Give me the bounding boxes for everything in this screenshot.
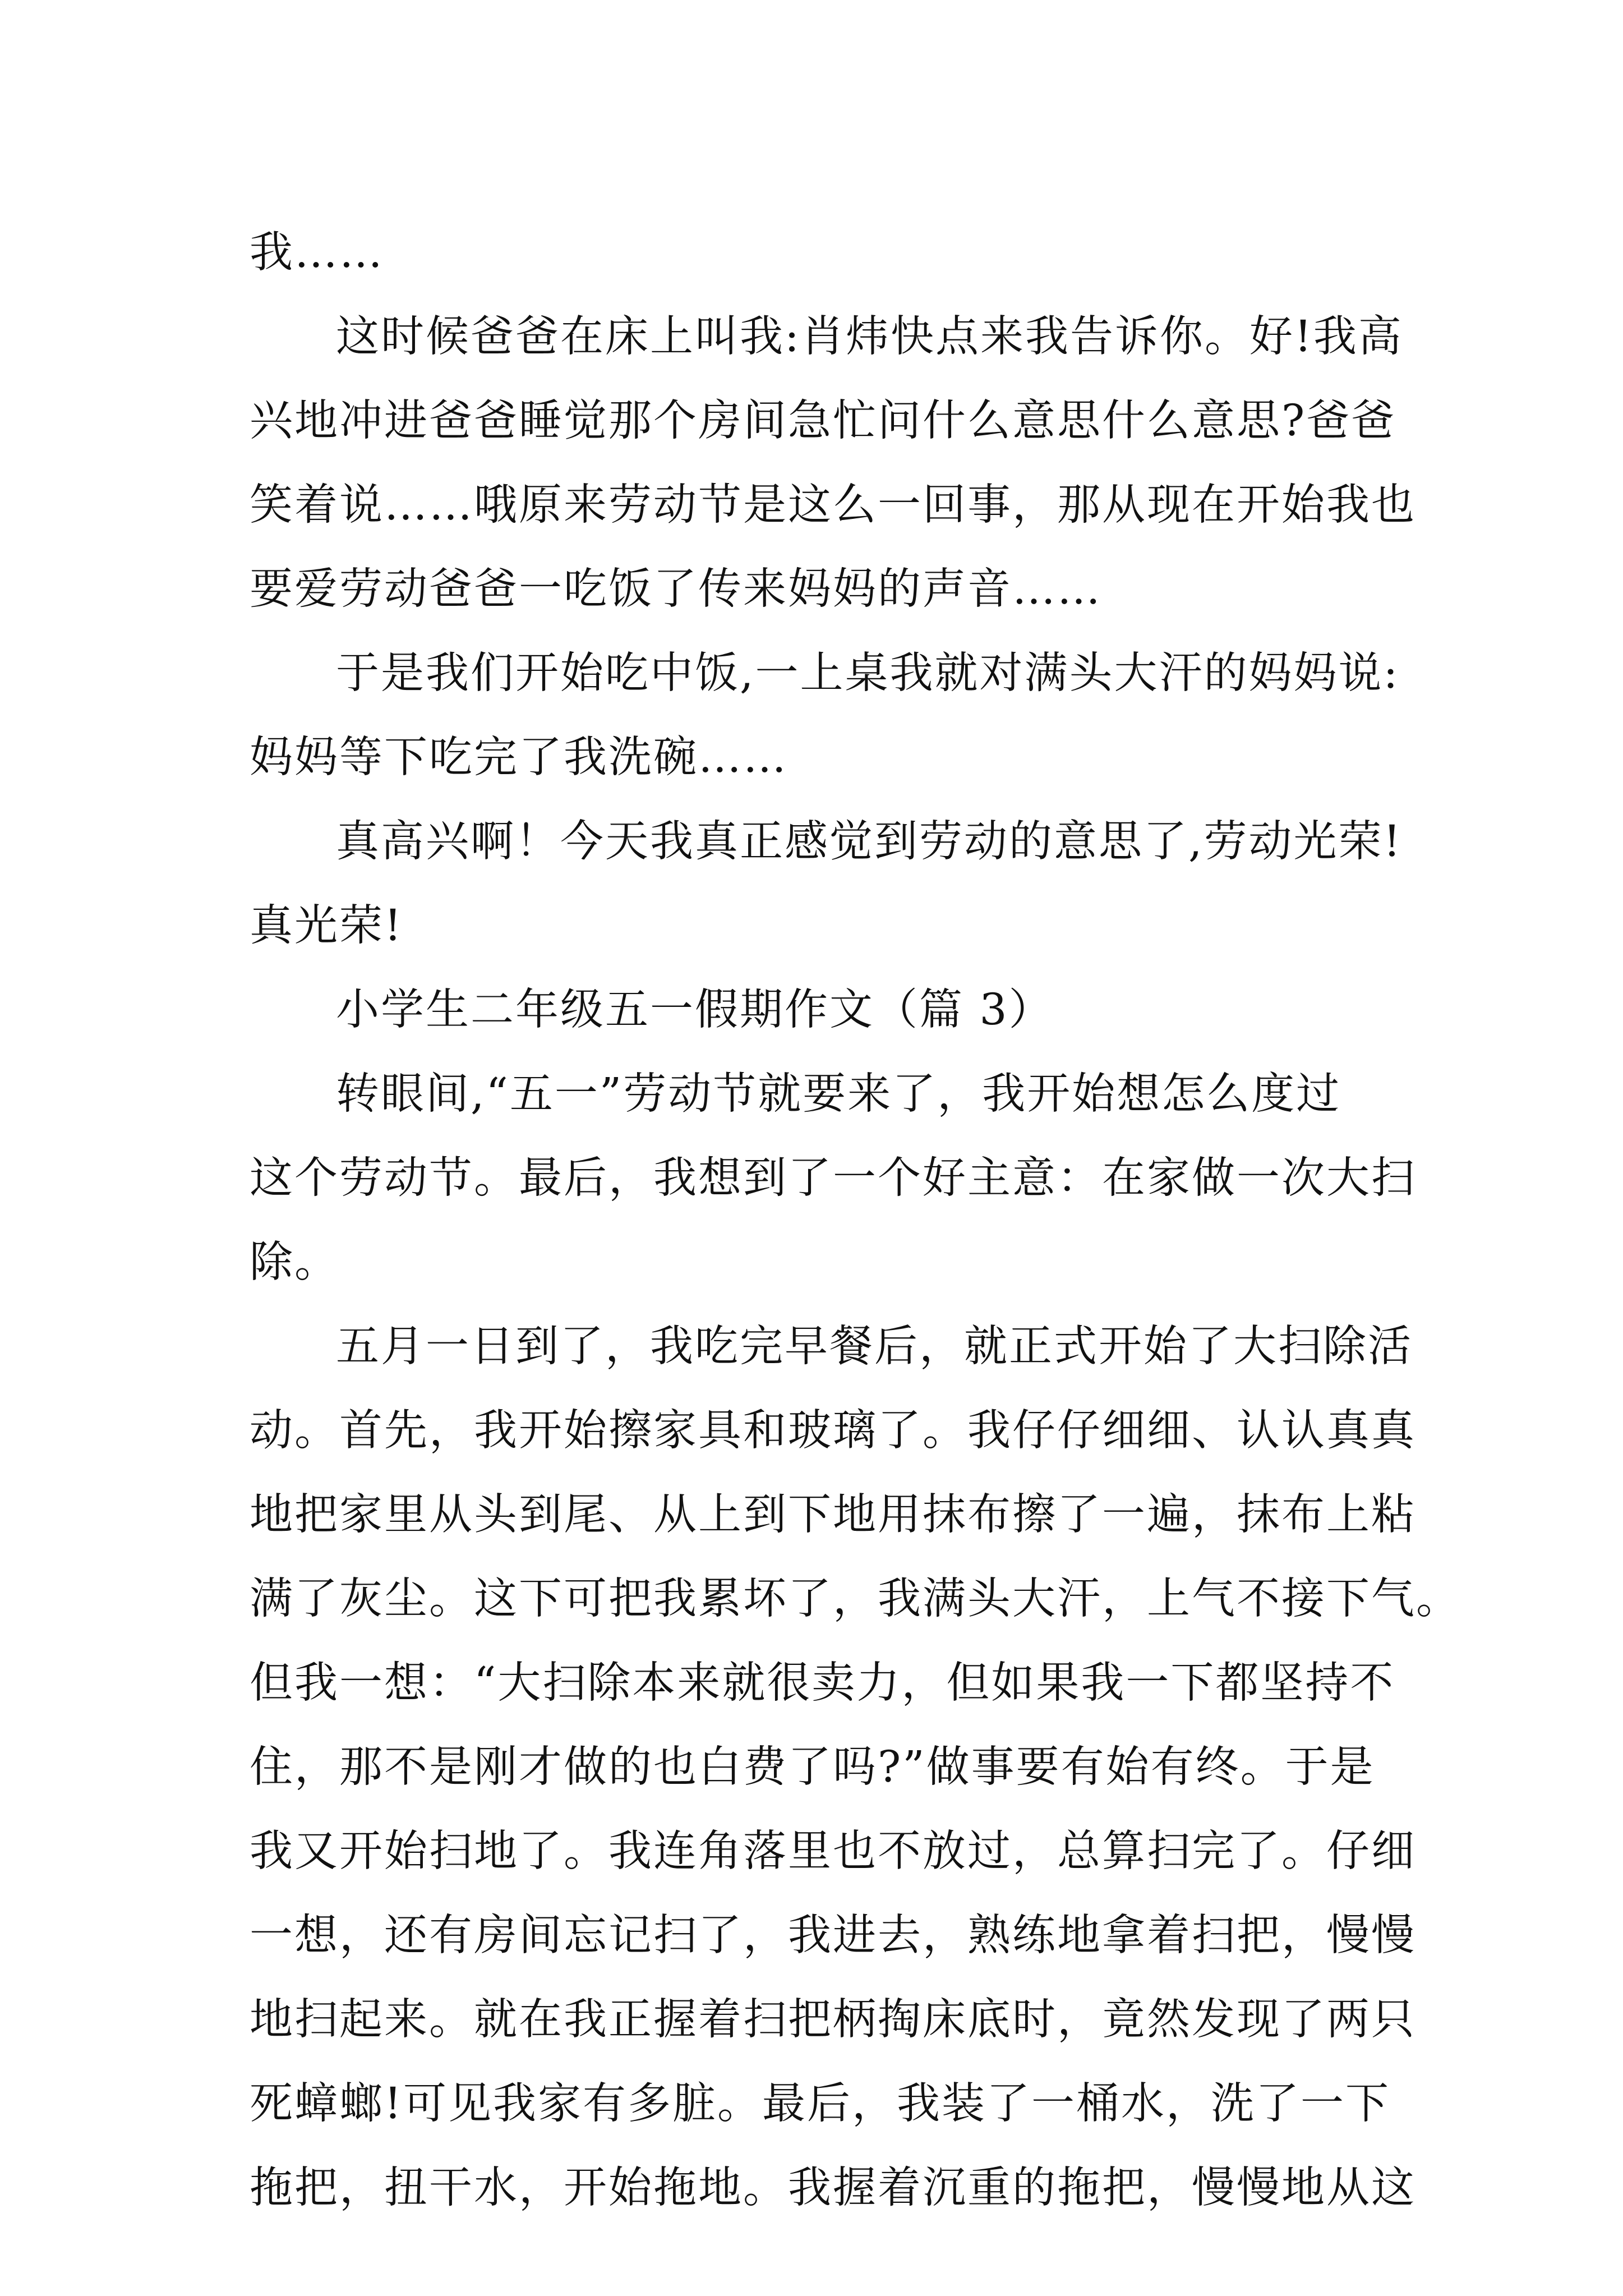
text-line: 笑着说……哦原来劳动节是这么一回事，那从现在开始我也 [250, 480, 1416, 530]
text-line: 要爱劳动爸爸一吃饭了传来妈妈的声音…… [250, 564, 1102, 614]
text-line: 地把家里从头到尾、从上到下地用抹布擦了一遍，抹布上粘 [250, 1490, 1416, 1540]
text-line: 一想，还有房间忘记扫了，我进去，熟练地拿着扫把，慢慢 [250, 1911, 1416, 1961]
text-line: 满了灰尘。这下可把我累坏了，我满头大汗，上气不接下气。 [250, 1574, 1461, 1624]
text-line: 但我一想：“大扫除本来就很卖力，但如果我一下都坚持不 [250, 1658, 1395, 1708]
text-line: 住，那不是刚才做的也白费了吗?”做事要有始有终。于是 [250, 1742, 1375, 1792]
text-line: 这个劳动节。最后，我想到了一个好主意：在家做一次大扫 [250, 1153, 1416, 1203]
text-line: 五月一日到了，我吃完早餐后，就正式开始了大扫除活 [336, 1322, 1413, 1372]
text-line: 我又开始扫地了。我连角落里也不放过，总算扫完了。仔细 [250, 1826, 1416, 1876]
text-line: 拖把，扭干水，开始拖地。我握着沉重的拖把，慢慢地从这 [250, 2163, 1416, 2213]
text-line: 死蟑螂!可见我家有多脏。最后，我装了一桶水，洗了一下 [250, 2079, 1390, 2129]
text-line: 我…… [250, 228, 384, 278]
section-heading: 小学生二年级五一假期作文（篇 3） [336, 985, 1054, 1035]
text-line: 妈妈等下吃完了我洗碗…… [250, 733, 788, 783]
text-line: 转眼间,“五一”劳动节就要来了，我开始想怎么度过 [336, 1069, 1341, 1119]
text-line: 动。首先，我开始擦家具和玻璃了。我仔仔细细、认认真真 [250, 1406, 1416, 1456]
text-line: 真高兴啊！今天我真正感觉到劳动的意思了,劳动光荣! [336, 817, 1403, 867]
text-line: 真光荣! [250, 901, 403, 951]
text-line: 地扫起来。就在我正握着扫把柄掏床底时，竟然发现了两只 [250, 1995, 1416, 2045]
text-line: 于是我们开始吃中饭,一上桌我就对满头大汗的妈妈说: [336, 648, 1400, 698]
document-body [250, 211, 1461, 2230]
text-line: 除。 [250, 1237, 339, 1287]
text-line: 这时候爸爸在床上叫我:肖炜快点来我告诉你。好!我高 [336, 312, 1403, 362]
text-line: 兴地冲进爸爸睡觉那个房间急忙问什么意思什么意思?爸爸 [250, 396, 1396, 446]
